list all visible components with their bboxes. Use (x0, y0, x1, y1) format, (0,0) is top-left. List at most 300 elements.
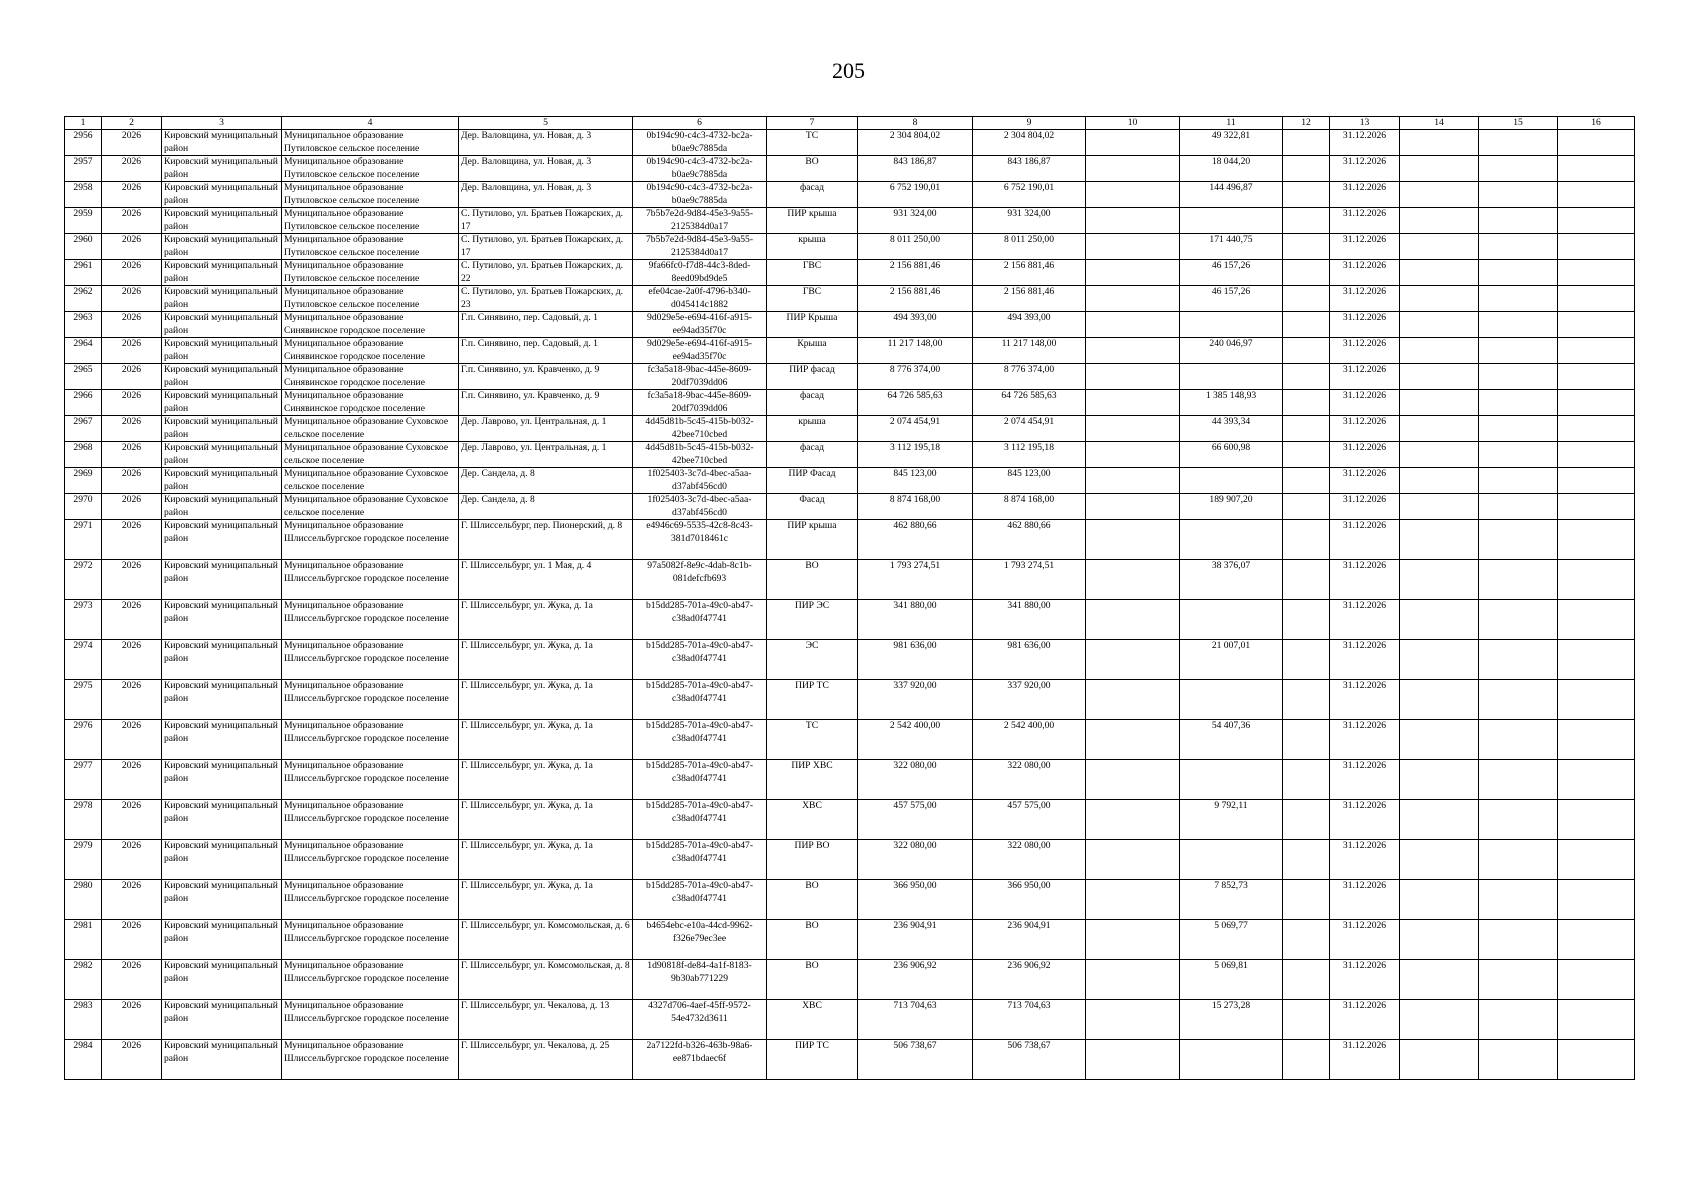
row-number-cell: 2959 (65, 208, 102, 234)
municipality-cell: Муниципальное образование Шлиссельбургское городское поселение (282, 720, 459, 760)
district-cell: Кировский муниципальный район (162, 760, 282, 800)
guid-cell: 9d029e5e-e694-416f-a915-ee94ad35f70c (633, 338, 767, 364)
district-cell: Кировский муниципальный район (162, 880, 282, 920)
cost-total-cell: 236 906,92 (858, 960, 973, 1000)
column-11-cell: 54 407,36 (1180, 720, 1283, 760)
column-10-cell (1086, 156, 1180, 182)
column-11-cell (1180, 312, 1283, 338)
column-15-cell (1479, 600, 1558, 640)
table-row (65, 468, 1635, 494)
municipality-cell: Муниципальное образование Синявинское городское поселение (282, 364, 459, 390)
column-16-cell (1558, 182, 1635, 208)
cost-total-cell: 6 752 190,01 (858, 182, 973, 208)
column-14-cell (1400, 520, 1479, 560)
guid-cell: b15dd285-701a-49c0-ab47-c38ad0f47741 (633, 800, 767, 840)
completion-date-cell: 31.12.2026 (1330, 338, 1400, 364)
column-11-cell: 66 600,98 (1180, 442, 1283, 468)
municipality-cell: Муниципальное образование Путиловское сельское поселение (282, 208, 459, 234)
column-16-cell (1558, 720, 1635, 760)
address-cell: Г. Шлиссельбург, ул. Жука, д. 1а (459, 680, 633, 720)
cost-fund-cell: 8 874 168,00 (973, 494, 1086, 520)
column-16-cell (1558, 800, 1635, 840)
address-cell: С. Путилово, ул. Братьев Пожарских, д. 22 (459, 260, 633, 286)
completion-date-cell: 31.12.2026 (1330, 760, 1400, 800)
address-cell: Г. Шлиссельбург, ул. Чекалова, д. 25 (459, 1040, 633, 1080)
cost-total-cell: 843 186,87 (858, 156, 973, 182)
cost-total-cell: 8 776 374,00 (858, 364, 973, 390)
column-14-cell (1400, 840, 1479, 880)
address-cell: Г.п. Синявино, ул. Кравченко, д. 9 (459, 364, 633, 390)
municipality-cell: Муниципальное образование Суховское сельское поселение (282, 416, 459, 442)
cost-total-cell: 11 217 148,00 (858, 338, 973, 364)
table-row (65, 442, 1635, 468)
guid-cell: 7b5b7e2d-9d84-45e3-9a55-2125384d0a17 (633, 208, 767, 234)
column-16-cell (1558, 312, 1635, 338)
table-row (65, 680, 1635, 720)
column-10-cell (1086, 494, 1180, 520)
column-12-cell (1283, 840, 1330, 880)
column-11-cell: 7 852,73 (1180, 880, 1283, 920)
work-type-cell: крыша (767, 416, 858, 442)
column-10-cell (1086, 416, 1180, 442)
table-row (65, 720, 1635, 760)
year-cell: 2026 (102, 720, 162, 760)
address-cell: Г. Шлиссельбург, ул. Жука, д. 1а (459, 760, 633, 800)
column-15-cell (1479, 1000, 1558, 1040)
table-row (65, 338, 1635, 364)
year-cell: 2026 (102, 840, 162, 880)
column-11-cell (1180, 840, 1283, 880)
column-15-cell (1479, 338, 1558, 364)
column-14-cell (1400, 260, 1479, 286)
column-16-cell (1558, 840, 1635, 880)
column-16-cell (1558, 234, 1635, 260)
cost-total-cell: 506 738,67 (858, 1040, 973, 1080)
cost-fund-cell: 931 324,00 (973, 208, 1086, 234)
column-header: 13 (1330, 117, 1400, 130)
address-cell: Г. Шлиссельбург, ул. Жука, д. 1а (459, 840, 633, 880)
completion-date-cell: 31.12.2026 (1330, 390, 1400, 416)
address-cell: Дер. Сандела, д. 8 (459, 494, 633, 520)
row-number-cell: 2962 (65, 286, 102, 312)
column-11-cell: 15 273,28 (1180, 1000, 1283, 1040)
table-row (65, 390, 1635, 416)
district-cell: Кировский муниципальный район (162, 494, 282, 520)
district-cell: Кировский муниципальный район (162, 560, 282, 600)
column-12-cell (1283, 520, 1330, 560)
column-11-cell: 171 440,75 (1180, 234, 1283, 260)
guid-cell: 0b194c90-c4c3-4732-bc2a-b0ae9c7885da (633, 182, 767, 208)
cost-total-cell: 341 880,00 (858, 600, 973, 640)
district-cell: Кировский муниципальный район (162, 1000, 282, 1040)
row-number-cell: 2956 (65, 130, 102, 156)
column-14-cell (1400, 560, 1479, 600)
completion-date-cell: 31.12.2026 (1330, 1000, 1400, 1040)
cost-total-cell: 457 575,00 (858, 800, 973, 840)
cost-total-cell: 236 904,91 (858, 920, 973, 960)
guid-cell: b15dd285-701a-49c0-ab47-c38ad0f47741 (633, 840, 767, 880)
column-15-cell (1479, 520, 1558, 560)
district-cell: Кировский муниципальный район (162, 468, 282, 494)
column-11-cell: 38 376,07 (1180, 560, 1283, 600)
column-11-cell (1180, 600, 1283, 640)
row-number-cell: 2965 (65, 364, 102, 390)
work-type-cell: крыша (767, 234, 858, 260)
column-16-cell (1558, 600, 1635, 640)
municipality-cell: Муниципальное образование Шлиссельбургское городское поселение (282, 840, 459, 880)
municipality-cell: Муниципальное образование Путиловское сельское поселение (282, 286, 459, 312)
column-10-cell (1086, 260, 1180, 286)
column-14-cell (1400, 156, 1479, 182)
column-10-cell (1086, 560, 1180, 600)
column-header: 10 (1086, 117, 1180, 130)
column-10-cell (1086, 130, 1180, 156)
column-11-cell (1180, 468, 1283, 494)
cost-total-cell: 322 080,00 (858, 840, 973, 880)
cost-fund-cell: 457 575,00 (973, 800, 1086, 840)
year-cell: 2026 (102, 208, 162, 234)
completion-date-cell: 31.12.2026 (1330, 156, 1400, 182)
cost-fund-cell: 843 186,87 (973, 156, 1086, 182)
column-number-row (65, 117, 1635, 130)
municipality-cell: Муниципальное образование Шлиссельбургское городское поселение (282, 880, 459, 920)
address-cell: С. Путилово, ул. Братьев Пожарских, д. 17 (459, 208, 633, 234)
cost-total-cell: 2 156 881,46 (858, 260, 973, 286)
work-type-cell: ХВС (767, 800, 858, 840)
work-type-cell: ПИР ХВС (767, 760, 858, 800)
column-header: 14 (1400, 117, 1479, 130)
year-cell: 2026 (102, 182, 162, 208)
column-10-cell (1086, 442, 1180, 468)
table-row (65, 560, 1635, 600)
guid-cell: 1f025403-3c7d-4bec-a5aa-d37abf456cd0 (633, 468, 767, 494)
column-15-cell (1479, 720, 1558, 760)
address-cell: Дер. Валовщина, ул. Новая, д. 3 (459, 130, 633, 156)
column-11-cell (1180, 208, 1283, 234)
table-row (65, 640, 1635, 680)
guid-cell: efe04cae-2a0f-4796-b340-d045414c1882 (633, 286, 767, 312)
column-15-cell (1479, 560, 1558, 600)
cost-total-cell: 337 920,00 (858, 680, 973, 720)
year-cell: 2026 (102, 286, 162, 312)
cost-total-cell: 2 542 400,00 (858, 720, 973, 760)
column-16-cell (1558, 520, 1635, 560)
column-header: 3 (162, 117, 282, 130)
guid-cell: b15dd285-701a-49c0-ab47-c38ad0f47741 (633, 640, 767, 680)
guid-cell: 0b194c90-c4c3-4732-bc2a-b0ae9c7885da (633, 156, 767, 182)
column-14-cell (1400, 442, 1479, 468)
column-11-cell: 5 069,81 (1180, 960, 1283, 1000)
page-number: 205 (832, 58, 865, 83)
district-cell: Кировский муниципальный район (162, 416, 282, 442)
column-header: 11 (1180, 117, 1283, 130)
column-11-cell: 189 907,20 (1180, 494, 1283, 520)
column-10-cell (1086, 720, 1180, 760)
cost-fund-cell: 981 636,00 (973, 640, 1086, 680)
guid-cell: b15dd285-701a-49c0-ab47-c38ad0f47741 (633, 720, 767, 760)
row-number-cell: 2981 (65, 920, 102, 960)
column-14-cell (1400, 312, 1479, 338)
guid-cell: 4d45d81b-5c45-415b-b032-42bee710cbed (633, 416, 767, 442)
work-type-cell: ПИР ВО (767, 840, 858, 880)
municipality-cell: Муниципальное образование Суховское сельское поселение (282, 442, 459, 468)
completion-date-cell: 31.12.2026 (1330, 520, 1400, 560)
work-type-cell: ПИР ТС (767, 1040, 858, 1080)
work-type-cell: ГВС (767, 286, 858, 312)
column-10-cell (1086, 1000, 1180, 1040)
district-cell: Кировский муниципальный район (162, 234, 282, 260)
completion-date-cell: 31.12.2026 (1330, 234, 1400, 260)
column-16-cell (1558, 468, 1635, 494)
register-table (64, 116, 1635, 1080)
column-header: 2 (102, 117, 162, 130)
column-15-cell (1479, 312, 1558, 338)
column-header: 5 (459, 117, 633, 130)
guid-cell: e4946c69-5535-42c8-8c43-381d7018461c (633, 520, 767, 560)
year-cell: 2026 (102, 680, 162, 720)
municipality-cell: Муниципальное образование Шлиссельбургское городское поселение (282, 560, 459, 600)
cost-total-cell: 845 123,00 (858, 468, 973, 494)
cost-fund-cell: 2 542 400,00 (973, 720, 1086, 760)
column-16-cell (1558, 760, 1635, 800)
guid-cell: b15dd285-701a-49c0-ab47-c38ad0f47741 (633, 760, 767, 800)
guid-cell: fc3a5a18-9bac-445e-8609-20df7039dd06 (633, 364, 767, 390)
column-10-cell (1086, 1040, 1180, 1080)
completion-date-cell: 31.12.2026 (1330, 880, 1400, 920)
column-16-cell (1558, 260, 1635, 286)
column-14-cell (1400, 182, 1479, 208)
table-row (65, 920, 1635, 960)
column-12-cell (1283, 560, 1330, 600)
district-cell: Кировский муниципальный район (162, 600, 282, 640)
column-15-cell (1479, 494, 1558, 520)
column-11-cell (1180, 364, 1283, 390)
column-11-cell: 5 069,77 (1180, 920, 1283, 960)
guid-cell: 97a5082f-8e9c-4dab-8c1b-081defcfb693 (633, 560, 767, 600)
guid-cell: b15dd285-701a-49c0-ab47-c38ad0f47741 (633, 680, 767, 720)
table-row (65, 1000, 1635, 1040)
column-12-cell (1283, 182, 1330, 208)
year-cell: 2026 (102, 640, 162, 680)
completion-date-cell: 31.12.2026 (1330, 442, 1400, 468)
row-number-cell: 2983 (65, 1000, 102, 1040)
cost-fund-cell: 64 726 585,63 (973, 390, 1086, 416)
year-cell: 2026 (102, 800, 162, 840)
column-16-cell (1558, 338, 1635, 364)
table-row (65, 960, 1635, 1000)
guid-cell: b4654ebc-e10a-44cd-9962-f326e79ec3ee (633, 920, 767, 960)
column-16-cell (1558, 442, 1635, 468)
municipality-cell: Муниципальное образование Синявинское городское поселение (282, 338, 459, 364)
completion-date-cell: 31.12.2026 (1330, 920, 1400, 960)
column-14-cell (1400, 1000, 1479, 1040)
work-type-cell: ВО (767, 156, 858, 182)
cost-fund-cell: 2 304 804,02 (973, 130, 1086, 156)
column-10-cell (1086, 920, 1180, 960)
cost-fund-cell: 462 880,66 (973, 520, 1086, 560)
row-number-cell: 2974 (65, 640, 102, 680)
column-14-cell (1400, 760, 1479, 800)
column-15-cell (1479, 442, 1558, 468)
address-cell: Г. Шлиссельбург, ул. Комсомольская, д. 8 (459, 960, 633, 1000)
column-16-cell (1558, 494, 1635, 520)
district-cell: Кировский муниципальный район (162, 1040, 282, 1080)
district-cell: Кировский муниципальный район (162, 720, 282, 760)
column-12-cell (1283, 1040, 1330, 1080)
table-row (65, 760, 1635, 800)
column-10-cell (1086, 520, 1180, 560)
column-10-cell (1086, 182, 1180, 208)
district-cell: Кировский муниципальный район (162, 840, 282, 880)
year-cell: 2026 (102, 494, 162, 520)
table-row (65, 800, 1635, 840)
work-type-cell: ПИР ЭС (767, 600, 858, 640)
year-cell: 2026 (102, 234, 162, 260)
column-11-cell (1180, 680, 1283, 720)
column-10-cell (1086, 680, 1180, 720)
column-14-cell (1400, 234, 1479, 260)
table-row (65, 416, 1635, 442)
work-type-cell: ПИР крыша (767, 208, 858, 234)
municipality-cell: Муниципальное образование Путиловское сельское поселение (282, 156, 459, 182)
column-14-cell (1400, 680, 1479, 720)
column-12-cell (1283, 338, 1330, 364)
column-11-cell: 21 007,01 (1180, 640, 1283, 680)
address-cell: Г. Шлиссельбург, ул. Жука, д. 1а (459, 720, 633, 760)
column-16-cell (1558, 286, 1635, 312)
column-10-cell (1086, 840, 1180, 880)
municipality-cell: Муниципальное образование Путиловское сельское поселение (282, 234, 459, 260)
column-header: 6 (633, 117, 767, 130)
address-cell: Г. Шлиссельбург, ул. Жука, д. 1а (459, 880, 633, 920)
row-number-cell: 2976 (65, 720, 102, 760)
column-15-cell (1479, 1040, 1558, 1080)
year-cell: 2026 (102, 760, 162, 800)
completion-date-cell: 31.12.2026 (1330, 800, 1400, 840)
column-10-cell (1086, 312, 1180, 338)
address-cell: Г. Шлиссельбург, ул. 1 Мая, д. 4 (459, 560, 633, 600)
column-10-cell (1086, 640, 1180, 680)
row-number-cell: 2984 (65, 1040, 102, 1080)
table-row (65, 520, 1635, 560)
column-15-cell (1479, 130, 1558, 156)
column-12-cell (1283, 364, 1330, 390)
district-cell: Кировский муниципальный район (162, 364, 282, 390)
address-cell: Г. Шлиссельбург, ул. Чекалова, д. 13 (459, 1000, 633, 1040)
year-cell: 2026 (102, 600, 162, 640)
cost-fund-cell: 366 950,00 (973, 880, 1086, 920)
district-cell: Кировский муниципальный район (162, 338, 282, 364)
column-16-cell (1558, 1000, 1635, 1040)
column-10-cell (1086, 364, 1180, 390)
column-11-cell (1180, 760, 1283, 800)
column-15-cell (1479, 840, 1558, 880)
municipality-cell: Муниципальное образование Путиловское сельское поселение (282, 182, 459, 208)
row-number-cell: 2975 (65, 680, 102, 720)
column-12-cell (1283, 600, 1330, 640)
cost-total-cell: 462 880,66 (858, 520, 973, 560)
cost-total-cell: 2 156 881,46 (858, 286, 973, 312)
cost-fund-cell: 2 156 881,46 (973, 286, 1086, 312)
column-11-cell: 1 385 148,93 (1180, 390, 1283, 416)
municipality-cell: Муниципальное образование Синявинское городское поселение (282, 312, 459, 338)
district-cell: Кировский муниципальный район (162, 800, 282, 840)
column-15-cell (1479, 208, 1558, 234)
address-cell: Г. Шлиссельбург, ул. Комсомольская, д. 6 (459, 920, 633, 960)
year-cell: 2026 (102, 442, 162, 468)
column-12-cell (1283, 640, 1330, 680)
table-row (65, 182, 1635, 208)
cost-fund-cell: 3 112 195,18 (973, 442, 1086, 468)
district-cell: Кировский муниципальный район (162, 260, 282, 286)
work-type-cell: ПИР Фасад (767, 468, 858, 494)
column-15-cell (1479, 760, 1558, 800)
column-10-cell (1086, 800, 1180, 840)
guid-cell: b15dd285-701a-49c0-ab47-c38ad0f47741 (633, 880, 767, 920)
cost-total-cell: 366 950,00 (858, 880, 973, 920)
row-number-cell: 2961 (65, 260, 102, 286)
column-16-cell (1558, 416, 1635, 442)
column-16-cell (1558, 880, 1635, 920)
work-type-cell: Фасад (767, 494, 858, 520)
row-number-cell: 2969 (65, 468, 102, 494)
column-11-cell: 44 393,34 (1180, 416, 1283, 442)
work-type-cell: Крыша (767, 338, 858, 364)
column-15-cell (1479, 390, 1558, 416)
column-16-cell (1558, 156, 1635, 182)
district-cell: Кировский муниципальный район (162, 130, 282, 156)
column-16-cell (1558, 920, 1635, 960)
column-12-cell (1283, 416, 1330, 442)
column-14-cell (1400, 364, 1479, 390)
address-cell: Г.п. Синявино, ул. Кравченко, д. 9 (459, 390, 633, 416)
completion-date-cell: 31.12.2026 (1330, 286, 1400, 312)
cost-total-cell: 2 304 804,02 (858, 130, 973, 156)
address-cell: Г. Шлиссельбург, ул. Жука, д. 1а (459, 800, 633, 840)
completion-date-cell: 31.12.2026 (1330, 416, 1400, 442)
completion-date-cell: 31.12.2026 (1330, 208, 1400, 234)
column-11-cell: 46 157,26 (1180, 260, 1283, 286)
completion-date-cell: 31.12.2026 (1330, 720, 1400, 760)
column-15-cell (1479, 880, 1558, 920)
column-12-cell (1283, 286, 1330, 312)
column-header: 1 (65, 117, 102, 130)
column-10-cell (1086, 760, 1180, 800)
year-cell: 2026 (102, 312, 162, 338)
municipality-cell: Муниципальное образование Суховское сельское поселение (282, 468, 459, 494)
work-type-cell: фасад (767, 182, 858, 208)
column-14-cell (1400, 800, 1479, 840)
completion-date-cell: 31.12.2026 (1330, 600, 1400, 640)
table-row (65, 1040, 1635, 1080)
cost-total-cell: 981 636,00 (858, 640, 973, 680)
district-cell: Кировский муниципальный район (162, 960, 282, 1000)
work-type-cell: ВО (767, 920, 858, 960)
work-type-cell: ВО (767, 960, 858, 1000)
row-number-cell: 2970 (65, 494, 102, 520)
cost-fund-cell: 2 074 454,91 (973, 416, 1086, 442)
column-16-cell (1558, 560, 1635, 600)
cost-fund-cell: 2 156 881,46 (973, 260, 1086, 286)
row-number-cell: 2957 (65, 156, 102, 182)
address-cell: Дер. Сандела, д. 8 (459, 468, 633, 494)
cost-total-cell: 64 726 585,63 (858, 390, 973, 416)
year-cell: 2026 (102, 364, 162, 390)
table-row (65, 364, 1635, 390)
district-cell: Кировский муниципальный район (162, 680, 282, 720)
cost-total-cell: 713 704,63 (858, 1000, 973, 1040)
column-15-cell (1479, 260, 1558, 286)
